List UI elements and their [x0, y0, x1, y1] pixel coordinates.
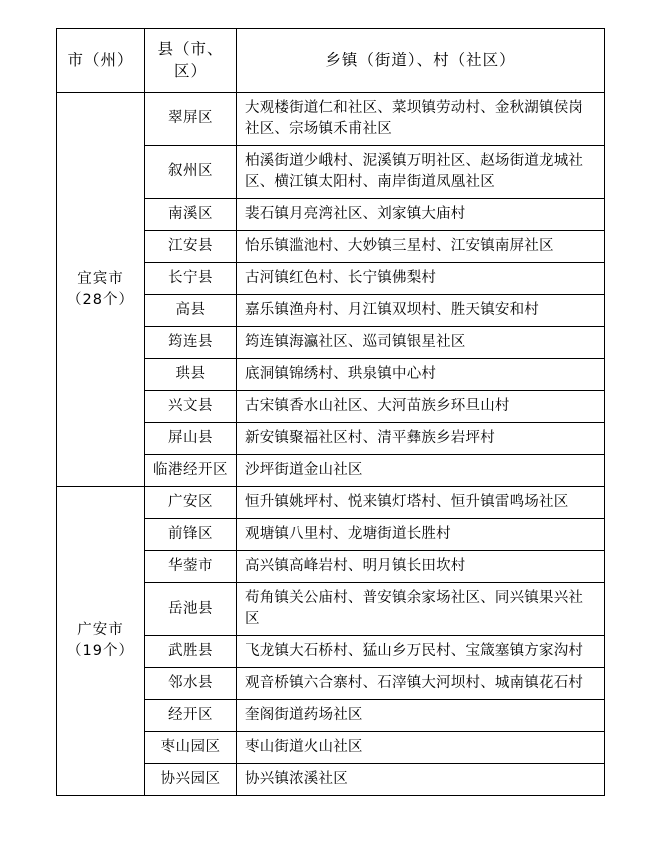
county-cell: 翠屏区	[145, 92, 237, 145]
towns-cell: 柏溪街道少峨村、泥溪镇万明社区、赵场街道龙城社区、横江镇太阳村、南岸街道凤凰社区	[237, 145, 605, 198]
city-name: 宜宾市	[77, 270, 124, 287]
towns-cell: 观音桥镇六合寨村、石滓镇大河坝村、城南镇花石村	[237, 668, 605, 700]
table-header-row	[57, 29, 605, 93]
county-cell: 经开区	[145, 700, 237, 732]
county-cell: 邻水县	[145, 668, 237, 700]
village-list-table	[56, 28, 605, 796]
towns-cell: 高兴镇高峰岩村、明月镇长田坎村	[237, 551, 605, 583]
county-cell: 高县	[145, 295, 237, 327]
towns-cell: 恒升镇姚坪村、悦来镇灯塔村、恒升镇雷鸣场社区	[237, 487, 605, 519]
towns-cell: 古宋镇香水山社区、大河苗族乡环旦山村	[237, 391, 605, 423]
county-cell: 华蓥市	[145, 551, 237, 583]
towns-cell: 新安镇聚福社区村、清平彝族乡岩坪村	[237, 423, 605, 455]
county-cell: 枣山园区	[145, 732, 237, 764]
towns-cell: 嘉乐镇渔舟村、月江镇双坝村、胜天镇安和村	[237, 295, 605, 327]
table-row	[57, 92, 605, 145]
county-cell: 岳池县	[145, 583, 237, 636]
towns-cell: 底洞镇锦绣村、珙泉镇中心村	[237, 359, 605, 391]
county-cell: 前锋区	[145, 519, 237, 551]
county-cell: 广安区	[145, 487, 237, 519]
county-cell: 叙州区	[145, 145, 237, 198]
towns-cell: 奎阁街道药场社区	[237, 700, 605, 732]
city-name: 广安市	[77, 622, 124, 639]
table-row	[57, 487, 605, 519]
towns-cell: 观塘镇八里村、龙塘街道长胜村	[237, 519, 605, 551]
towns-cell: 苟角镇关公庙村、普安镇余家场社区、同兴镇果兴社区	[237, 583, 605, 636]
towns-cell: 裴石镇月亮湾社区、刘家镇大庙村	[237, 199, 605, 231]
city-count: （28个）	[67, 291, 134, 308]
towns-cell: 协兴镇浓溪社区	[237, 764, 605, 796]
city-cell	[57, 92, 145, 486]
county-cell: 协兴园区	[145, 764, 237, 796]
towns-cell: 飞龙镇大石桥村、猛山乡万民村、宝箴塞镇方家沟村	[237, 636, 605, 668]
towns-cell: 枣山街道火山社区	[237, 732, 605, 764]
towns-cell: 古河镇红色村、长宁镇佛梨村	[237, 263, 605, 295]
county-cell: 筠连县	[145, 327, 237, 359]
table-body	[57, 92, 605, 795]
county-cell: 武胜县	[145, 636, 237, 668]
table-header	[57, 29, 605, 93]
county-cell: 江安县	[145, 231, 237, 263]
towns-cell: 怡乐镇滥池村、大妙镇三星村、江安镇南屏社区	[237, 231, 605, 263]
column-header-towns: 乡镇（街道）、村（社区）	[237, 29, 605, 93]
towns-cell: 沙坪街道金山社区	[237, 455, 605, 487]
county-cell: 长宁县	[145, 263, 237, 295]
column-header-county: 县（市、区）	[145, 29, 237, 93]
county-cell: 屏山县	[145, 423, 237, 455]
county-cell: 兴文县	[145, 391, 237, 423]
county-cell: 南溪区	[145, 199, 237, 231]
column-header-city: 市（州）	[57, 29, 145, 93]
city-count: （19个）	[67, 643, 134, 660]
towns-cell: 大观楼街道仁和社区、菜坝镇劳动村、金秋湖镇侯岗社区、宗场镇禾甫社区	[237, 92, 605, 145]
county-cell: 临港经开区	[145, 455, 237, 487]
city-cell	[57, 487, 145, 796]
county-cell: 珙县	[145, 359, 237, 391]
towns-cell: 筠连镇海瀛社区、巡司镇银星社区	[237, 327, 605, 359]
